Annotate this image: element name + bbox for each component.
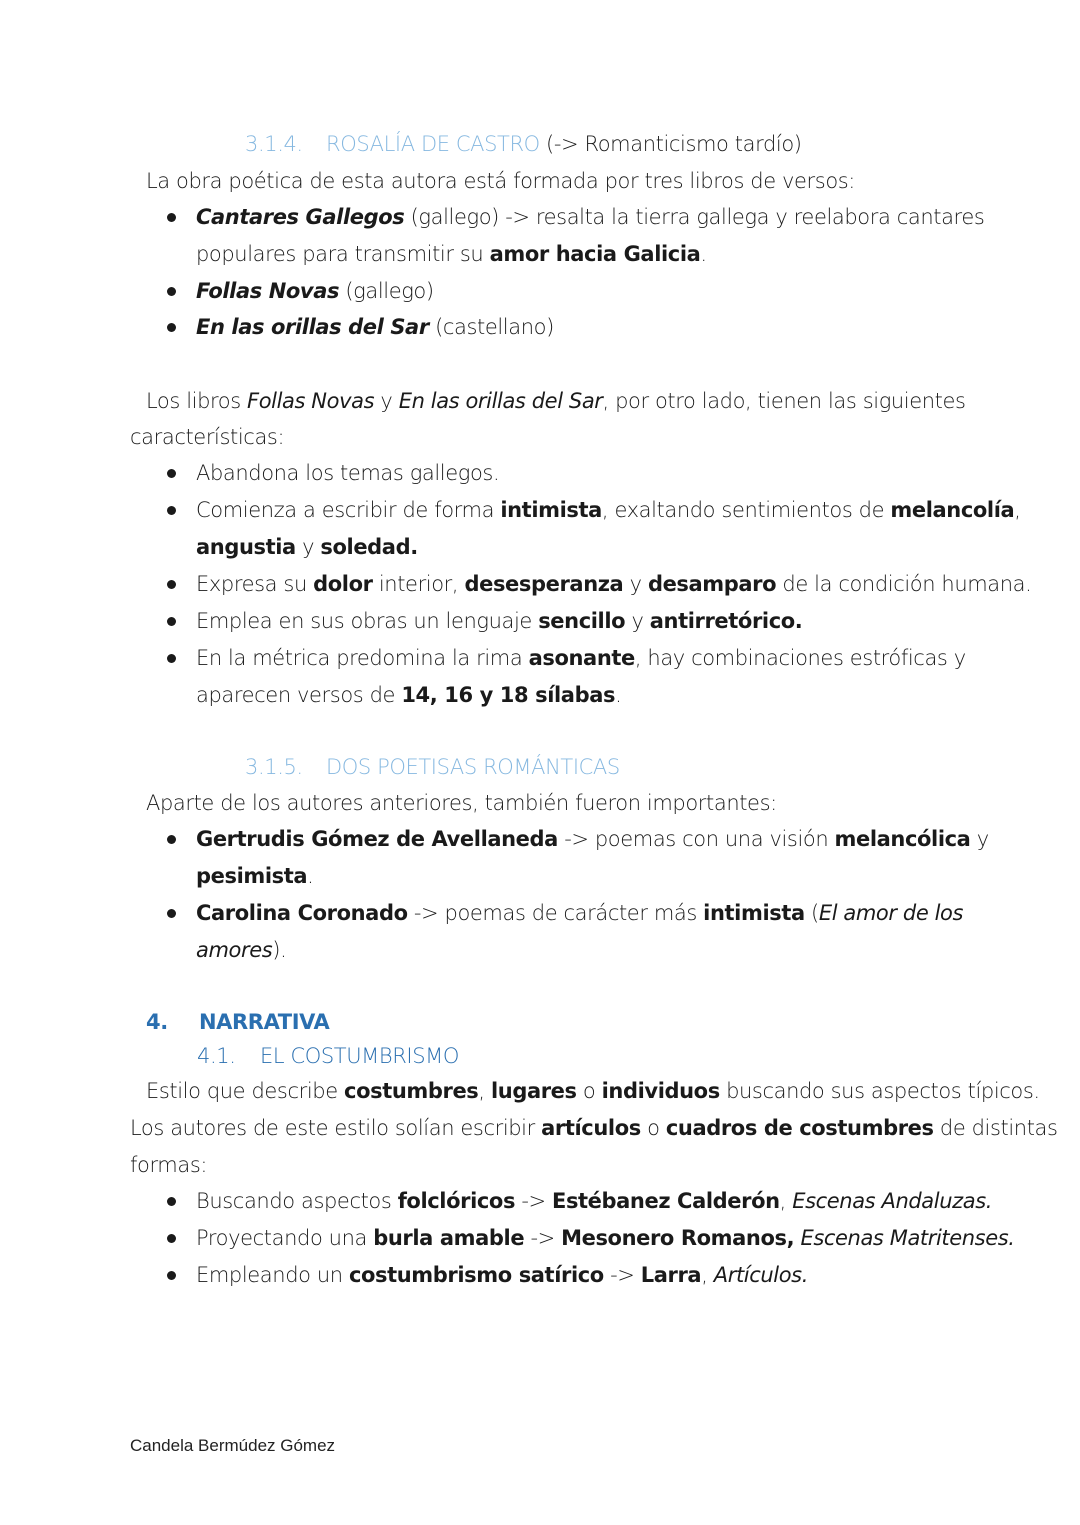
- section-heading-4-1: [197, 1041, 459, 1071]
- section-heading-4: [146, 1007, 329, 1037]
- list-item-char-4: Emplea en sus obras un lenguaje sencillo y antirretórico.: [196, 609, 803, 633]
- bullet-icon: [167, 1197, 176, 1206]
- bullet-icon: [167, 1234, 176, 1243]
- bullet-icon: [167, 469, 176, 478]
- section-heading-3-1-5: [245, 752, 620, 782]
- section-title: EL COSTUMBRISMO: [260, 1044, 459, 1068]
- list-item-char-2: Comienza a escribir de forma intimista, exaltando sentimientos de melancolía,: [196, 498, 1021, 522]
- section-number: 3.1.5.: [245, 755, 303, 779]
- section-title: ROSALÍA DE CASTRO: [326, 132, 540, 156]
- paragraph-libros-cont: características:: [130, 425, 285, 449]
- list-item-poetisa-2-cont: amores).: [196, 938, 287, 962]
- section-number: 4.: [146, 1010, 168, 1034]
- section-number: 3.1.4.: [245, 132, 303, 156]
- list-item-book-1-cont: populares para transmitir su amor hacia Galicia.: [196, 242, 707, 266]
- list-item-poetisa-1: Gertrudis Gómez de Avellaneda -> poemas con una visión melancólica y: [196, 827, 989, 851]
- section-title: DOS POETISAS ROMÁNTICAS: [326, 755, 620, 779]
- paragraph-intro-poetisas: Aparte de los autores anteriores, también fueron importantes:: [146, 791, 777, 815]
- bullet-icon: [167, 835, 176, 844]
- bullet-icon: [167, 287, 176, 296]
- bullet-icon: [167, 617, 176, 626]
- paragraph-costumbrismo: Estilo que describe costumbres, lugares o individuos buscando sus aspectos típicos.: [146, 1079, 1040, 1103]
- list-item-char-1: Abandona los temas gallegos.: [196, 461, 500, 485]
- bullet-icon: [167, 323, 176, 332]
- list-item-book-3: En las orillas del Sar (castellano): [196, 315, 554, 339]
- paragraph-costumbrismo-2: Los autores de este estilo solían escribir artículos o cuadros de costumbres de distintas: [130, 1116, 1058, 1140]
- footer-author: Candela Bermúdez Gómez: [130, 1436, 336, 1455]
- list-item-forma-2: Proyectando una burla amable -> Mesonero Romanos, Escenas Matritenses.: [196, 1226, 1015, 1250]
- list-item-forma-1: Buscando aspectos folclóricos -> Estébanez Calderón, Escenas Andaluzas.: [196, 1189, 993, 1213]
- paragraph-intro: La obra poética de esta autora está formada por tres libros de versos:: [146, 169, 855, 193]
- list-item-char-5: En la métrica predomina la rima asonante, hay combinaciones estróficas y: [196, 646, 966, 670]
- section-title-suffix: (-> Romanticismo tardío): [539, 132, 802, 156]
- bullet-icon: [167, 909, 176, 918]
- section-number: 4.1.: [197, 1044, 236, 1068]
- list-item-poetisa-1-cont: pesimista.: [196, 864, 314, 888]
- list-item-forma-3: Empleando un costumbrismo satírico -> Larra, Artículos.: [196, 1263, 808, 1287]
- section-title: NARRATIVA: [199, 1010, 330, 1034]
- paragraph-costumbrismo-3: formas:: [130, 1153, 208, 1177]
- paragraph-libros: Los libros Follas Novas y En las orillas del Sar, por otro lado, tienen las siguientes: [146, 389, 966, 413]
- list-item-char-2-cont: angustia y soledad.: [196, 535, 418, 559]
- bullet-icon: [167, 213, 176, 222]
- bullet-icon: [167, 506, 176, 515]
- list-item-char-3: Expresa su dolor interior, desesperanza y desamparo de la condición humana.: [196, 572, 1032, 596]
- bullet-icon: [167, 580, 176, 589]
- bullet-icon: [167, 654, 176, 663]
- list-item-char-5-cont: aparecen versos de 14, 16 y 18 sílabas.: [196, 683, 622, 707]
- bullet-icon: [167, 1271, 176, 1280]
- list-item-book-2: Follas Novas (gallego): [196, 279, 434, 303]
- section-heading-3-1-4: [245, 129, 802, 159]
- list-item-book-1: Cantares Gallegos (gallego) -> resalta la tierra gallega y reelabora cantares: [196, 205, 985, 229]
- list-item-poetisa-2: Carolina Coronado -> poemas de carácter más intimista (El amor de los: [196, 901, 964, 925]
